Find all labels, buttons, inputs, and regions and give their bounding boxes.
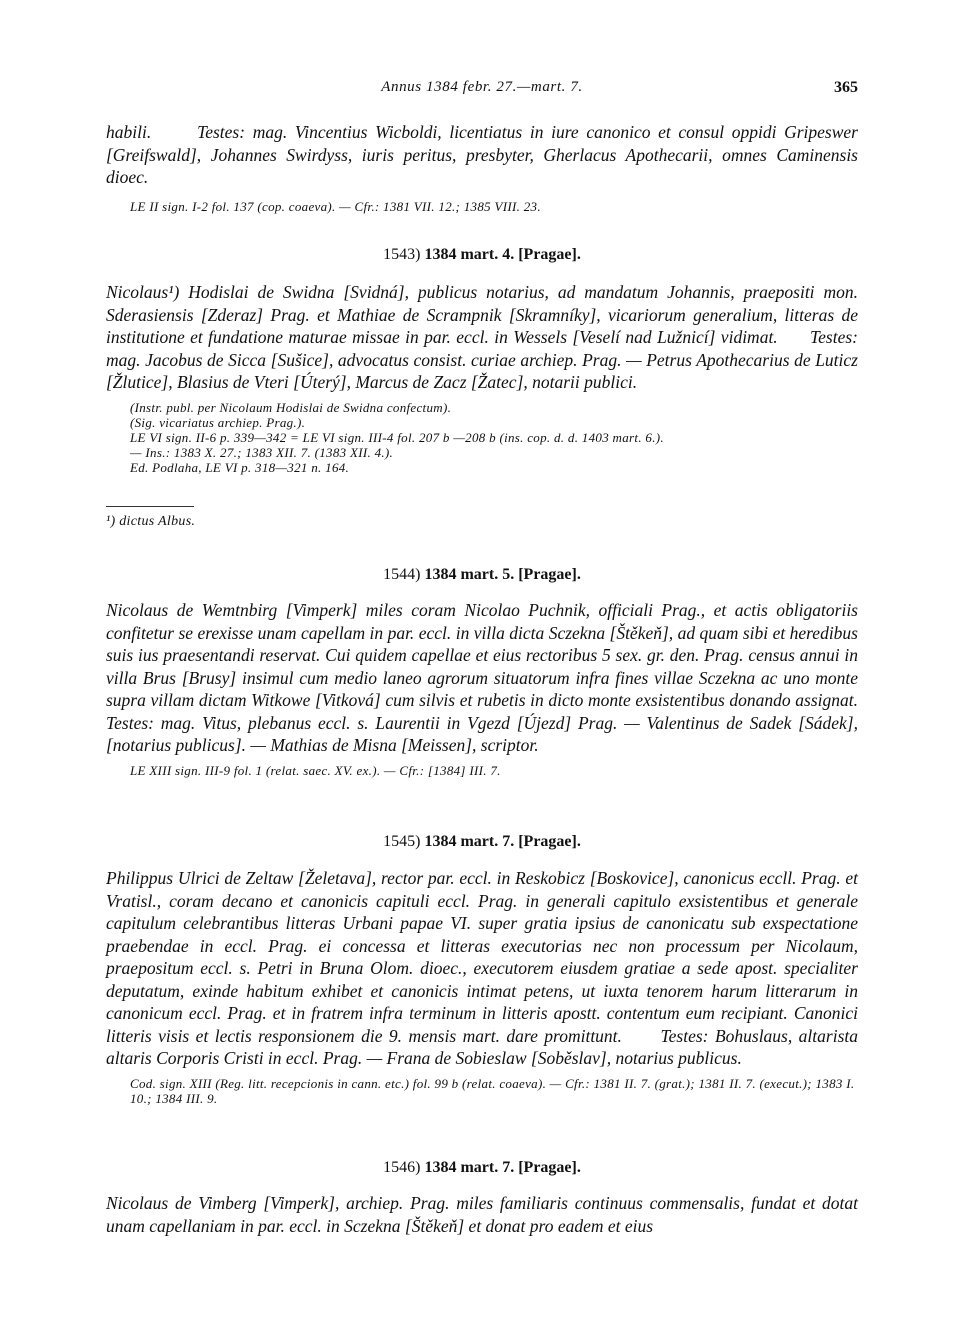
entry-place: [Pragae]. [518,833,581,850]
entry-text: Nicolaus de Vimberg [Vimperk], archiep. Prag. miles familiaris continuus commensalis, fundat et dotat unam capellaniam in par. eccl. in Sczekna [Štěkeň] et donat pro eadem et eius [106,1193,858,1236]
continuation-source: LE II sign. I-2 fol. 137 (cop. coaeva). — Cfr.: 1381 VII. 12.; 1385 VIII. 23. [130,198,541,214]
entry-date: 1384 mart. 7. [424,833,515,850]
entry-heading-1546 [106,1159,858,1177]
footnote-block [106,514,858,529]
page-number: 365 [834,79,858,96]
entry-place: [Pragae]. [518,246,581,263]
entry-place: [Pragae]. [518,566,581,583]
note-line: Ed. Podlaha, LE VI p. 318—321 n. 164. [130,459,350,475]
entry-number: 1543) [383,246,421,263]
footnote: ¹) dictus Albus. [106,514,196,529]
entry-source: Cod. sign. XIII (Reg. litt. recepcionis in cann. etc.) fol. 99 b (relat. coaeva). — Cfr.: 1381 II. 7. (grat.); 1381 II. 7. (execut.); 1383 I. 10.; 1384 III. 9. [130,1075,855,1106]
entry-date: 1384 mart. 7. [424,1159,515,1176]
running-head [106,79,858,105]
entry-1543 [106,281,863,475]
note-line: (Instr. publ. per Nicolaum Hodislai de Swidna confectum). [130,399,452,415]
entry-heading-1545 [106,833,858,851]
continuation-text: habili. Testes: mag. Vincentius Wicboldi, licentiatus in iure canonico et consul oppidi Gripeswer [Greifswald], Johannes Swirdyss, iuris peritus, presbyter, Gherlacus Apothecarii, omnes Caminensis dioec. [106,122,863,187]
entry-number: 1544) [383,566,421,583]
entry-heading-1543 [106,246,858,264]
entry-place: [Pragae]. [518,1159,581,1176]
entry-heading-1544 [106,566,858,584]
continuation-block [106,121,863,214]
footnote-rule [106,506,194,507]
running-head-title: Annus 1384 febr. 27.—mart. 7. [381,79,583,95]
entry-1546 [106,1192,858,1237]
entry-1545 [106,867,863,1106]
entry-text: Nicolaus de Wemtnbirg [Vimperk] miles coram Nicolao Puchnik, officiali Prag., et actis obligatoriis confitetur se erexisse unam capellam in par. eccl. in villa dicta Sczekna [Štěkeň], ad quam sibi et heredibus suis ius praesentandi reservat. Cui quidem capellae et eius rectoribus 5 sex. gr. den. Prag. census annui in villa Brus [Brusy] insimul cum medio laneo agrorum situatorum infra fines villae Sczekna ac uno monte supra villam dictam Witkowe [Vitková] cum silvis et rubetis in dicto monte exsistentibus donando assignat. Testes: mag. Vitus, plebanus eccl. s. Laurentii in Vgezd [Újezd] Prag. — Valentinus de Sadek [Sádek], [notarius publicus]. — Mathias de Misna [Meissen], scriptor. [106,600,885,755]
entry-date: 1384 mart. 5. [424,566,515,583]
entry-text: Nicolaus¹) Hodislai de Swidna [Svidná], publicus notarius, ad mandatum Johannis, praepositi mon. Sderasiensis [Zderaz] Prag. et Mathiae de Scrampnik [Skramníky], vicariorum generalium, litteras de institutione et fundatione maturae missae in par. eccl. in Wessels [Veselí nad Lužnicí] vidimat. Testes: mag. Jacobus de Sicca [Sušice], advocatus consist. curiae archiep. Prag. — Petrus Apothecarius de Luticz [Žlutice], Blasius de Vteri [Úterý], Marcus de Zacz [Žatec], notarii publici. [106,282,863,392]
entry-source: LE XIII sign. III-9 fol. 1 (relat. saec. XV. ex.). — Cfr.: [1384] III. 7. [130,762,501,778]
entry-number: 1545) [383,833,421,850]
note-line: — Ins.: 1383 X. 27.; 1383 XII. 7. (1383 XII. 4.). [130,444,394,460]
entry-1544 [106,599,885,778]
entry-number: 1546) [383,1159,421,1176]
entry-date: 1384 mart. 4. [424,246,515,263]
note-line: (Sig. vicariatus archiep. Prag.). [130,414,306,430]
note-line: LE VI sign. II-6 p. 339—342 = LE VI sign. III-4 fol. 207 b —208 b (ins. cop. d. d. 1403 mart. 6.). [130,429,664,445]
entry-notes [106,400,858,475]
entry-text: Philippus Ulrici de Zeltaw [Želetava], rector par. eccl. in Reskobicz [Boskovice], canonicus eccll. Prag. et Vratisl., coram decano et canonicis capituli eccl. Prag. in generali capitulo exsistentibus et generale capitulum celebrantibus litteras Urbani papae VI. super gratia ipsius de canonicatu sub exspectatione praebendae in eccl. Prag. ei concessa et litteras executorias nec non processum per Nicolaum, praepositum eccl. s. Petri in Bruna Olom. dioec., executorem eiusdem gratiae a sede apost. specialiter deputatum, exinde habitum exhibet et canonicis intimat petens, ut iuxta tenorem harum litterarum in canonicum eccl. Prag. et in fratrem infra terminum in litteris apostt. contentum eum recipiant. Canonici litteris visis et lectis responsionem die 9. mensis mart. dare promittunt. Testes: Bohuslaus, altarista altaris Corporis Cristi in eccl. Prag. — Frana de Sobieslaw [Soběslav], notarius publicus. [106,868,863,1068]
